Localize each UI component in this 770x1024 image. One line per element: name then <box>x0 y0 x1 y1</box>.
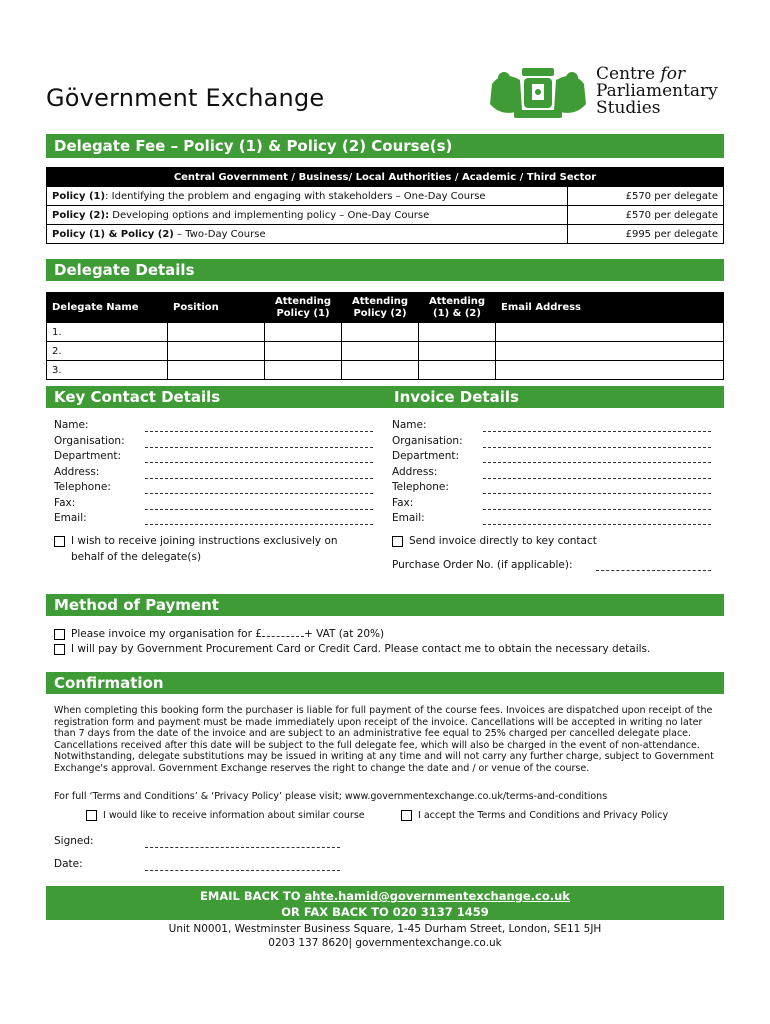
signed-input[interactable] <box>145 847 340 848</box>
accept-terms-checkbox[interactable]: I accept the Terms and Conditions and Privacy Policy <box>401 810 668 822</box>
checkbox-icon[interactable] <box>392 536 403 547</box>
po-input[interactable] <box>596 570 711 571</box>
send-invoice-checkbox[interactable]: Send invoice directly to key contact <box>392 534 597 550</box>
delegate-table: Delegate Name Position Attending Policy (1) Attending Policy (2) Attending (1) & (2) Email Address 1. 2. 3. <box>46 292 724 380</box>
checkbox-icon[interactable] <box>54 644 65 655</box>
method-of-payment-heading: Method of Payment <box>46 594 724 616</box>
email-back-banner: EMAIL BACK TO ahte.hamid@governmentexchange.co.uk OR FAX BACK TO 020 3137 1459 <box>46 886 724 920</box>
footer-address: Unit N0001, Westminster Business Square, 1-45 Durham Street, London, SE11 5JH 0203 137 8620| governmentexchange.co.uk <box>168 923 602 949</box>
invoice-heading: Invoice Details <box>394 388 519 406</box>
cps-logo <box>484 64 729 124</box>
government-exchange-logo: Gövernment Exchange <box>46 84 325 112</box>
invoice-labels: Name: Organisation: Department: Address: Telephone: Fax: Email: <box>392 419 463 524</box>
similar-course-checkbox[interactable]: I would like to receive information about similar course <box>86 810 365 822</box>
table-row: Policy (1): Identifying the problem and engaging with stakeholders – One-Day Course £570 per delegate <box>47 187 724 206</box>
contact-invoice-heading <box>46 386 724 408</box>
checkbox-icon[interactable] <box>86 810 97 821</box>
checkbox-icon[interactable] <box>54 629 65 640</box>
confirmation-heading: Confirmation <box>46 672 724 694</box>
confirmation-text: When completing this booking form the purchaser is liable for full payment of the course fees. Invoices are dispatched upon receipt of the registration form and payment must be made immediately upon receipt of the invoice. Cancellations will be accepted in writing no later than 7 days from the date of the invoice and are subject to an administrative fee equal to 25% charged per cancelled delegate place. Cancellations received after this date will be subject to the full delegate fee, which will also be charged in the event of non-attendance. Notwithstanding, delegate substitutions may be issued in writing at any time and will not carry any further charge, subject to Government Exchange's approval. Government Exchange reserves the right to change the date and / or venue of the course. <box>54 705 714 774</box>
fee-subheader: Central Government / Business/ Local Authorities / Academic / Third Sector <box>47 168 724 187</box>
table-row[interactable]: 3. <box>47 361 724 380</box>
amount-input[interactable] <box>262 626 304 637</box>
table-row: Policy (2): Developing options and implementing policy – One-Day Course £570 per delegate <box>47 206 724 225</box>
table-row[interactable]: 2. <box>47 342 724 361</box>
terms-link-line: For full ‘Terms and Conditions’ & ‘Privacy Policy’ please visit; www.governmentexchange.co.uk/terms-and-conditions <box>54 791 608 802</box>
signed-label: Signed: <box>54 835 94 847</box>
cps-logo-text: Centre for Parliamentary Studies <box>596 64 718 118</box>
delegate-fee-heading: Delegate Fee – Policy (1) & Policy (2) Course(s) <box>46 134 724 158</box>
email-link[interactable]: ahte.hamid@governmentexchange.co.uk <box>304 889 570 903</box>
key-contact-labels: Name: Organisation: Department: Address: Telephone: Fax: Email: <box>54 419 125 524</box>
key-contact-heading: Key Contact Details <box>54 388 221 406</box>
joining-instructions-checkbox[interactable]: I wish to receive joining instructions exclusively on behalf of the delegate(s) <box>54 534 374 565</box>
table-row[interactable]: 1. <box>47 323 724 342</box>
checkbox-icon[interactable] <box>401 810 412 821</box>
date-input[interactable] <box>145 870 340 871</box>
po-label: Purchase Order No. (if applicable): <box>392 559 573 571</box>
invoice-option[interactable]: Please invoice my organisation for £ + VAT (at 20%) <box>54 626 384 643</box>
table-row: Policy (1) & Policy (2) – Two-Day Course £995 per delegate <box>47 225 724 244</box>
date-label: Date: <box>54 858 83 870</box>
crest-icon <box>484 64 592 124</box>
checkbox-icon[interactable] <box>54 536 65 547</box>
fee-table <box>46 167 724 244</box>
card-option[interactable]: I will pay by Government Procurement Card or Credit Card. Please contact me to obtain the necessary details. <box>54 642 650 658</box>
delegate-details-heading: Delegate Details <box>46 259 724 281</box>
